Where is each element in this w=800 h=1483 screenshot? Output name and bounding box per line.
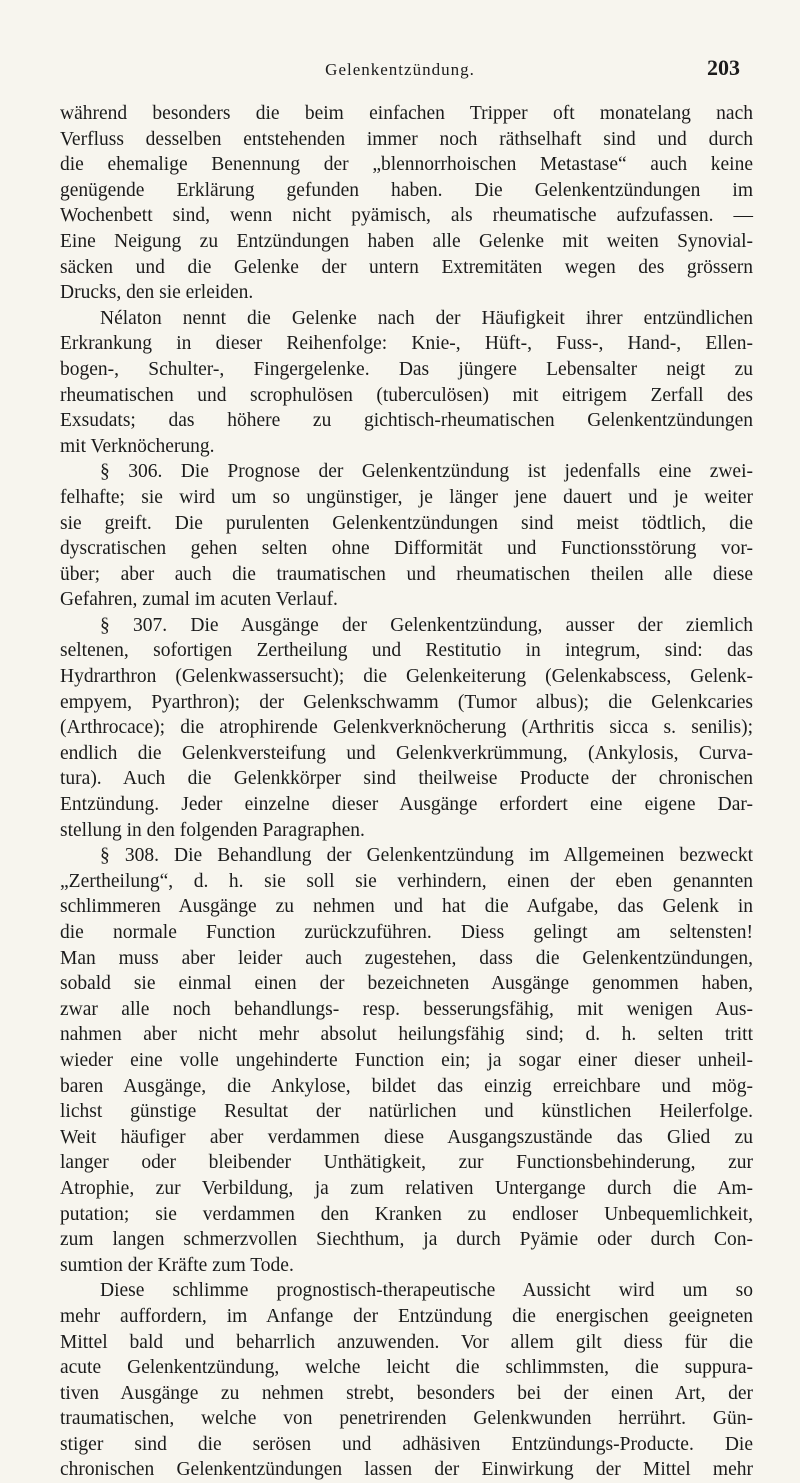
text-line: wieder eine volle ungehinderte Function ein; ja sogar einer dieser unheil- (60, 1049, 753, 1071)
text-line: lichst günstige Resultat der natürlichen und künstlichen Heilerfolge. (60, 1101, 753, 1123)
text-line: sumtion der Kräfte zum Tode. (60, 1254, 294, 1276)
text-line: § 307. Die Ausgänge der Gelenkentzündung, ausser der ziemlich (100, 614, 753, 636)
text-line: säcken und die Gelenke der untern Extremitäten wegen des grössern (60, 256, 753, 278)
text-line: mehr auffordern, im Anfange der Entzündung die energischen geeigneten (60, 1305, 753, 1327)
text-line: Atrophie, zur Verbildung, ja zum relativen Untergange durch die Am- (60, 1177, 753, 1199)
text-line: felhafte; sie wird um so ungünstiger, je länger jene dauert und je weiter (60, 486, 753, 508)
text-line: genügende Erklärung gefunden haben. Die Gelenkentzündungen im (60, 179, 753, 201)
text-line: dyscratischen gehen selten ohne Difformität und Functionsstörung vor- (60, 538, 753, 560)
text-line: Verfluss desselben entstehenden immer noch räthselhaft sind und durch (60, 128, 753, 150)
page-header (60, 55, 740, 90)
text-line: Entzündung. Jeder einzelne dieser Ausgänge erfordert eine eigene Dar- (60, 794, 753, 816)
text-line: chronischen Gelenkentzündungen lassen der Einwirkung der Mittel mehr (60, 1459, 753, 1481)
text-line: sie greift. Die purulenten Gelenkentzündungen sind meist tödtlich, die (60, 512, 753, 534)
text-line: empyem, Pyarthron); der Gelenkschwamm (Tumor albus); die Gelenkcaries (60, 691, 753, 713)
text-line: Hydrarthron (Gelenkwassersucht); die Gelenkeiterung (Gelenkabscess, Gelenk- (60, 666, 753, 688)
text-line: schlimmeren Ausgänge zu nehmen und hat die Aufgabe, das Gelenk in (60, 896, 753, 918)
text-line: acute Gelenkentzündung, welche leicht die schlimmsten, die suppura- (60, 1357, 753, 1379)
text-line: Drucks, den sie erleiden. (60, 282, 254, 304)
text-line: Exsudats; das höhere zu gichtisch-rheumatischen Gelenkentzündungen (60, 410, 753, 432)
text-line: Mittel bald und beharrlich anzuwenden. Vor allem gilt diess für die (60, 1331, 753, 1353)
text-line: tiven Ausgänge zu nehmen strebt, besonders bei der einen Art, der (60, 1382, 753, 1404)
text-line: § 306. Die Prognose der Gelenkentzündung ist jedenfalls eine zwei- (100, 461, 753, 483)
text-line: die ehemalige Benennung der „blennorrhoischen Metastase“ auch keine (60, 154, 753, 176)
text-line: Weit häufiger aber verdammen diese Ausgangszustände das Glied zu (60, 1126, 753, 1148)
text-line: endlich die Gelenkversteifung und Gelenkverkrümmung, (Ankylosis, Curva- (60, 742, 753, 764)
text-line: die normale Function zurückzuführen. Diess gelingt am seltensten! (60, 922, 753, 943)
text-line: Gefahren, zumal im acuten Verlauf. (60, 589, 338, 611)
text-line: Wochenbett sind, wenn nicht pyämisch, als rheumatische aufzufassen. — (60, 205, 753, 227)
text-line: stellung in den folgenden Paragraphen. (60, 819, 365, 841)
text-line: nahmen aber nicht mehr absolut heilungsfähig sind; d. h. selten tritt (60, 1024, 753, 1046)
text-line: zum langen schmerzvollen Siechthum, ja durch Pyämie oder durch Con- (60, 1229, 753, 1251)
text-line: Eine Neigung zu Entzündungen haben alle Gelenke mit weiten Synovial- (60, 230, 753, 252)
text-line: langer oder bleibender Unthätigkeit, zur Functionsbehinderung, zur (60, 1152, 753, 1174)
text-line: traumatischen, welche von penetrirenden Gelenkwunden herrührt. Gün- (60, 1408, 753, 1430)
text-line: § 308. Die Behandlung der Gelenkentzündung im Allgemeinen bezweckt (100, 845, 753, 867)
text-line: Erkrankung in dieser Reihenfolge: Knie-, Hüft-, Fuss-, Hand-, Ellen- (60, 333, 753, 355)
text-line: Nélaton nennt die Gelenke nach der Häufigkeit ihrer entzündlichen (100, 307, 753, 329)
text-line: tura). Auch die Gelenkkörper sind theilweise Producte der chronischen (60, 768, 753, 790)
text-line: Man muss aber leider auch zugestehen, dass die Gelenkentzündungen, (60, 947, 753, 969)
text-line: sobald sie einmal einen der bezeichneten Ausgänge genommen haben, (60, 973, 753, 995)
text-line: putation; sie verdammen den Kranken zu endloser Unbequemlichkeit, (60, 1203, 753, 1225)
page-number: 203 (707, 55, 740, 80)
text-line: rheumatischen und scrophulösen (tuberculösen) mit eitrigem Zerfall des (60, 384, 753, 406)
text-line: stiger sind die serösen und adhäsiven Entzündungs-Producte. Die (60, 1433, 753, 1455)
text-line: baren Ausgänge, die Ankylose, bildet das einzig erreichbare und mög- (60, 1075, 753, 1097)
text-line: während besonders die beim einfachen Tripper oft monatelang nach (60, 103, 753, 124)
text-line: zwar alle noch behandlungs- resp. besserungsfähig, mit wenigen Aus- (60, 998, 753, 1020)
text-line: (Arthrocace); die atrophirende Gelenkverknöcherung (Arthritis sicca s. senilis); (60, 717, 753, 739)
text-line: „Zertheilung“, d. h. sie soll sie verhindern, einen der eben genannten (60, 870, 753, 892)
text-line: mit Verknöcherung. (60, 435, 215, 457)
running-title: Gelenkentzündung. (325, 60, 475, 79)
text-line: Diese schlimme prognostisch-therapeutische Aussicht wird um so (100, 1280, 753, 1302)
text-line: bogen-, Schulter-, Fingergelenke. Das jüngere Lebensalter neigt zu (60, 358, 753, 380)
text-line: seltenen, sofortigen Zertheilung und Restitutio in integrum, sind: das (60, 640, 753, 662)
body-text (60, 101, 753, 1483)
text-line: über; aber auch die traumatischen und rheumatischen theilen alle diese (60, 563, 753, 585)
